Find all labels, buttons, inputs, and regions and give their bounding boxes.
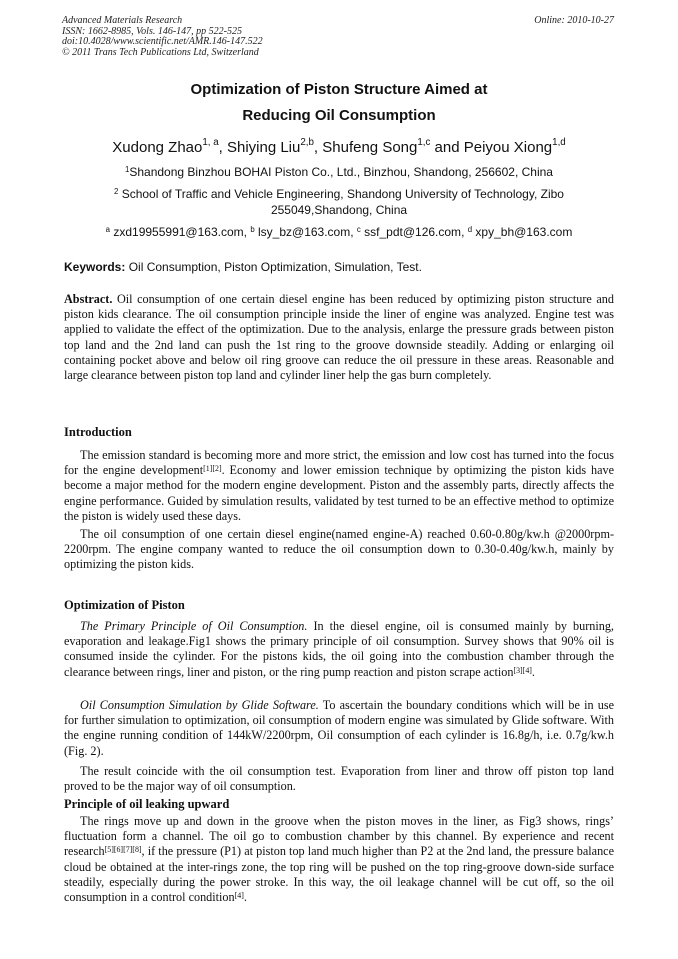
aff-sup: 1 xyxy=(125,165,130,174)
author-sup: 2,b xyxy=(300,137,314,148)
citation: [1][2] xyxy=(203,464,222,474)
optimization-paragraph-3: The result coincide with the oil consumption test. Evaporation from liner and throw off piston top land proved to be the major way of oil consumption. xyxy=(64,764,614,794)
text-run: In the diesel engine, oil is consumed mainly by burning, evaporation and leakage.Fig1 shows the primary principle of oil consumption. Survey shows that 90% oil is consumed inside the cylinder. For the pistons kids, the oil going into the combustion chamber through the clearance between rings, liner and piston, or the ring pump reaction and piston scrape action xyxy=(64,619,614,679)
intro-paragraph-1 xyxy=(64,448,614,524)
aff-text: 255049,Shandong, China xyxy=(270,203,408,217)
title-line-1: Optimization of Piston Structure Aimed at xyxy=(190,81,488,98)
email: zxd19955991@163.com xyxy=(113,225,244,239)
author-name: Shufeng Song xyxy=(322,139,418,156)
aff-sup: 2 xyxy=(114,187,119,196)
leaking-paragraph-1 xyxy=(64,814,614,905)
email: ssf_pdt@126.com xyxy=(364,225,462,239)
text-run: . xyxy=(243,890,247,905)
intro-paragraph-2: The oil consumption of one certain diesel engine(named engine-A) reached 0.60-0.80g/kw.h @2000rpm-2200rpm. The engine company wanted to reduce the oil consumption down to 0.30-0.40g/kw.h, mainly by optimizing the piston kids. xyxy=(64,527,614,572)
section-heading-introduction: Introduction xyxy=(64,425,132,439)
abstract xyxy=(64,292,614,383)
citation: [5][6][7][8] xyxy=(104,845,142,855)
author-name: Shiying Liu xyxy=(226,139,301,156)
text-run: . xyxy=(531,664,535,679)
author-name: Peiyou Xiong xyxy=(463,139,553,156)
email-sup: d xyxy=(467,225,473,234)
doi-line: doi:10.4028/www.scientific.net/AMR.146-147.522 xyxy=(62,36,263,47)
author-sep: , xyxy=(313,139,323,156)
email: lsy_bz@163.com xyxy=(258,225,351,239)
author-sup: 1,d xyxy=(552,137,566,148)
keywords-text: Oil Consumption, Piston Optimization, Simulation, Test. xyxy=(125,260,422,274)
author-sup: 1, a xyxy=(202,137,219,148)
author-sep: , xyxy=(218,139,227,156)
author-sup: 1,c xyxy=(417,137,431,148)
email-sup: b xyxy=(250,225,255,234)
text-run: , if the pressure (P1) at piston top land much higher than P2 at the 2nd land, the pressure balance cloud be obtained at the inter-rings zone, the top ring will be pushed on the top ring-groove down-side surface steadily, especially during the power stroke. In this way, the oil leakage channel will be cut off, so the oil consumption in a control condition xyxy=(64,844,614,905)
paragraph-title: Oil Consumption Simulation by Glide Software. xyxy=(80,698,319,712)
abstract-label: Abstract. xyxy=(64,292,113,306)
text-run: . Economy and lower emission technique by optimizing the piston kids have become a major method for the modern engine development. Piston and the assembly parts, directly affects the engine performance. Guided by simulation results, validated by test turned to be an effective method to optimize the piston is widely used these days. xyxy=(64,463,614,523)
journal-name: Advanced Materials Research xyxy=(62,15,183,26)
email-sup: a xyxy=(105,225,111,234)
issn-line: ISSN: 1662-8985, Vols. 146-147, pp 522-525 xyxy=(62,25,242,37)
copyright-line: © 2011 Trans Tech Publications Ltd, Switzerland xyxy=(62,46,259,58)
abstract-text: Oil consumption of one certain diesel engine has been reduced by optimizing piston structure and piston kids clearance. The oil consumption principle inside the liner of engine was analyzed. Engine test was applied to validate the effect of the optimization. Due to the analysis, enlarge the pressure grads between piston top land and the 2nd land can push the 1st ring to the groove downside steadily. Adding or enlarging oil containing pocket above and below oil ring groove can reduce the oil pressure in these areas. Reasonable and large clearance between piston top land and cylinder liner help the gas burn completely. xyxy=(64,292,614,383)
keywords xyxy=(64,260,618,274)
online-date: Online: 2010-10-27 xyxy=(534,15,614,26)
citation: [4] xyxy=(234,891,244,901)
author-name: Xudong Zhao xyxy=(112,139,203,156)
email: xpy_bh@163.com xyxy=(475,225,573,239)
author-and: and xyxy=(430,139,464,156)
email-list: $^a$ zxd19955991@163.com, $^b$ lsy_bz@163.com, $^c$ ssf_pdt@126.com, $^d$ xpy_bh@163.com xyxy=(105,225,573,239)
optimization-paragraph-2 xyxy=(64,698,614,759)
journal-header xyxy=(62,16,482,58)
optimization-paragraph-1 xyxy=(64,619,614,680)
title-line-2: Reducing Oil Consumption xyxy=(242,107,436,124)
section-heading-oil-leaking: Principle of oil leaking upward xyxy=(64,797,230,811)
paragraph-title: The Primary Principle of Oil Consumption. xyxy=(80,619,308,633)
text-run: The rings move up and down in the groove when the piston moves in the liner, as Fig3 shows, rings’ fluctuation form a channel. The oil go to combustion chamber by this channel. By experience and recent research xyxy=(64,814,614,859)
email-sup: c xyxy=(356,225,361,234)
aff-text: Shandong Binzhou BOHAI Piston Co., Ltd., Binzhou, Shandong, 256602, China xyxy=(129,165,553,179)
section-heading-optimization: Optimization of Piston xyxy=(64,598,185,612)
affiliation-1 xyxy=(62,164,616,180)
aff-text: School of Traffic and Vehicle Engineering, Shandong University of Technology, Zibo xyxy=(121,187,564,201)
citation: [3][4] xyxy=(513,665,532,675)
text-run: To ascertain the boundary conditions which will be in use for further simulation to optimization, oil consumption of modern engine was simulated by Glide software. With the engine running condition of 144kW/2200rpm, Oil consumption of each cylinder is 16.8g/h, i.e. 0.7g/kw.h (Fig. 2). xyxy=(64,698,615,758)
author-list xyxy=(62,139,616,156)
keywords-label: Keywords: xyxy=(64,260,126,274)
affiliation-2 xyxy=(62,186,616,218)
text-run: The emission standard is becoming more and more strict, the emission and low cost has turned into the focus for the engine development xyxy=(64,448,614,478)
